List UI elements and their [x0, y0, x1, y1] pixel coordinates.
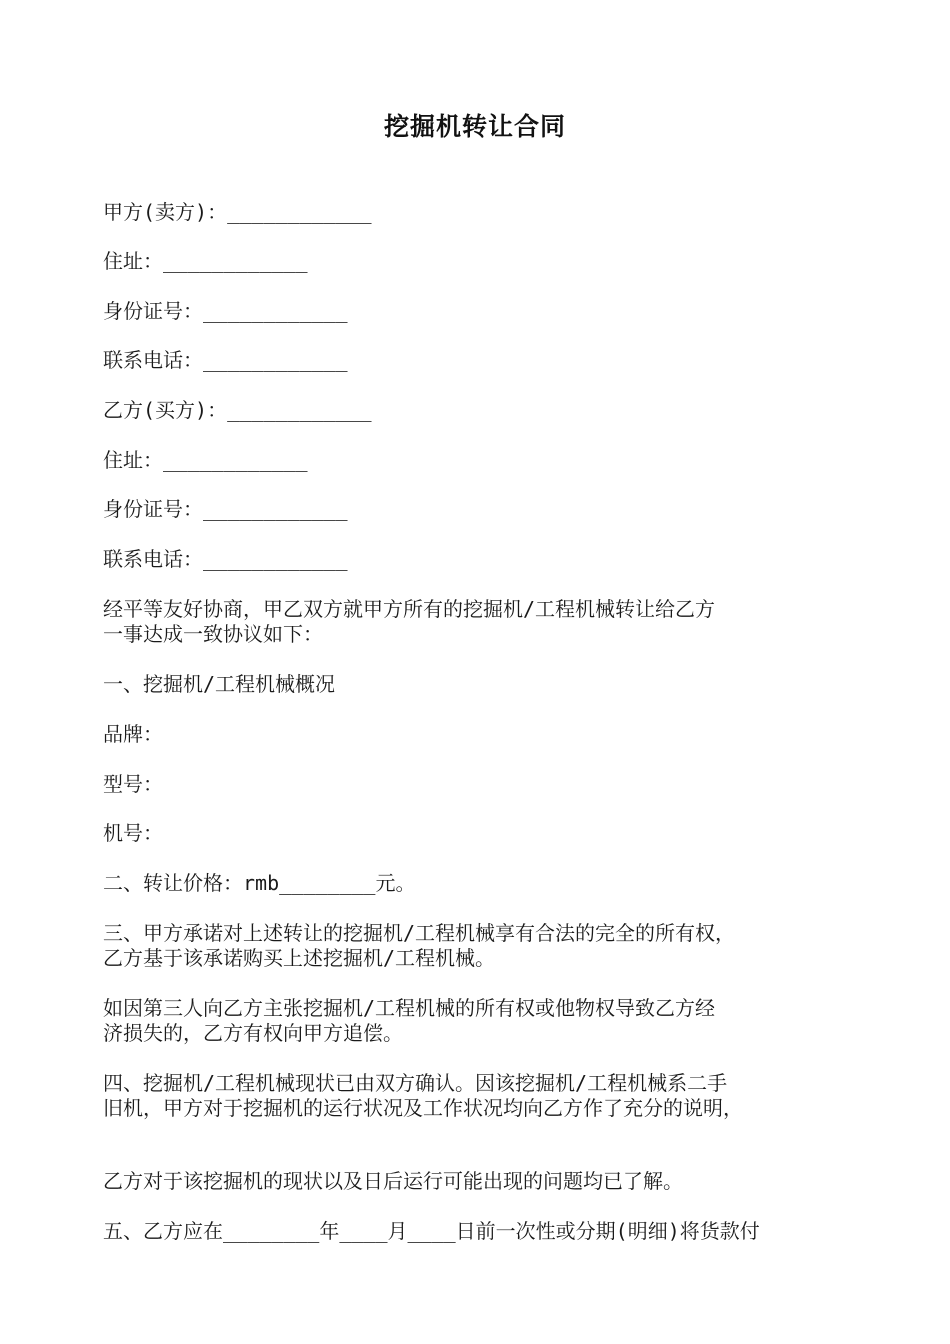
section-5-paragraph: 五、乙方应在________年____月____日前一次性或分期(明细)将货款付 [103, 1219, 760, 1243]
party-b-phone-line: 联系电话：____________ [103, 547, 348, 571]
party-a-seller-line: 甲方(卖方)：____________ [103, 200, 372, 224]
section-3-paragraph: 三、甲方承诺对上述转让的挖掘机/工程机械享有合法的完全的所有权， 乙方基于该承诺购买上述挖掘机/工程机械。 [103, 921, 736, 970]
document-title: 挖掘机转让合同 [383, 112, 566, 141]
model-line: 型号： [103, 772, 163, 796]
machine-number-line: 机号： [103, 821, 163, 845]
party-b-address-line: 住址：____________ [103, 448, 308, 472]
section-2-price: 二、转让价格：rmb________元。 [103, 871, 416, 895]
party-a-phone-line: 联系电话：____________ [103, 348, 348, 372]
intro-paragraph: 经平等友好协商，甲乙双方就甲方所有的挖掘机/工程机械转让给乙方 一事达成一致协议如下： [103, 597, 716, 646]
party-a-address-line: 住址：____________ [103, 249, 308, 273]
party-a-id-line: 身份证号：____________ [103, 299, 348, 323]
section-1-heading: 一、挖掘机/工程机械概况 [103, 672, 336, 696]
brand-line: 品牌： [103, 722, 163, 746]
section-4-paragraph: 四、挖掘机/工程机械现状已由双方确认。因该挖掘机/工程机械系二手 旧机，甲方对于挖掘机的运行状况及工作状况均向乙方作了充分的说明， [103, 1071, 743, 1120]
party-b-id-line: 身份证号：____________ [103, 497, 348, 521]
section-4-continuation: 乙方对于该挖掘机的现状以及日后运行可能出现的问题均已了解。 [103, 1169, 683, 1193]
party-b-buyer-line: 乙方(买方)：____________ [103, 398, 372, 422]
section-3-continuation: 如因第三人向乙方主张挖掘机/工程机械的所有权或他物权导致乙方经 济损失的，乙方有权向甲方追偿。 [103, 996, 716, 1045]
